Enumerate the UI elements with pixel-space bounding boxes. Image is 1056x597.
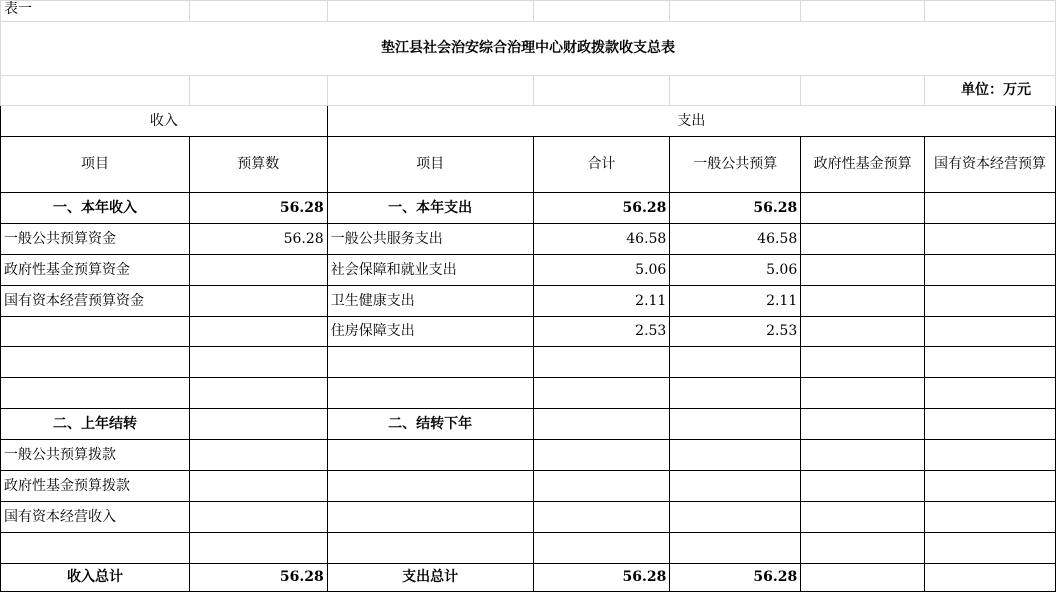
expense-item-cell: 一般公共服务支出 xyxy=(327,223,533,254)
expense-item-cell xyxy=(327,440,533,471)
income-item-cell: 二、上年结转 xyxy=(1,409,190,440)
expense-capital-cell xyxy=(925,223,1056,254)
expense-total-cell: 56.28 xyxy=(533,563,670,591)
income-amount-cell: 56.28 xyxy=(189,223,327,254)
expense-fund-cell xyxy=(801,378,925,409)
table-row xyxy=(1,254,1056,285)
expense-total-cell: 46.58 xyxy=(533,223,670,254)
expense-item-cell: 二、结转下年 xyxy=(327,409,533,440)
expense-item-cell xyxy=(327,378,533,409)
expense-item-cell: 支出总计 xyxy=(327,563,533,591)
income-item-cell: 国有资本经营收入 xyxy=(1,501,190,532)
expense-capital-cell xyxy=(925,532,1056,563)
expense-total-cell xyxy=(533,532,670,563)
income-item-cell: 政府性基金预算拨款 xyxy=(1,471,190,502)
expense-fund-cell xyxy=(801,501,925,532)
table-row xyxy=(1,316,1056,347)
income-item-cell xyxy=(1,316,190,347)
page-title: 垫江县社会治安综合治理中心财政拨款收支总表 xyxy=(1,22,1056,76)
income-amount-cell xyxy=(189,471,327,502)
expense-capital-cell xyxy=(925,316,1056,347)
income-item-cell xyxy=(1,378,190,409)
expense-fund-cell xyxy=(801,471,925,502)
expense-capital-cell xyxy=(925,378,1056,409)
expense-general-cell: 56.28 xyxy=(670,193,801,224)
income-amount-cell xyxy=(189,409,327,440)
expense-capital-cell xyxy=(925,254,1056,285)
income-amount-cell xyxy=(189,347,327,378)
income-item-cell xyxy=(1,532,190,563)
expense-total-cell xyxy=(533,471,670,502)
unit-label: 单位：万元 xyxy=(925,76,1056,106)
expense-total-cell xyxy=(533,501,670,532)
expense-total-cell xyxy=(533,378,670,409)
expense-item-cell xyxy=(327,501,533,532)
table-row xyxy=(1,193,1056,224)
expense-item-cell: 社会保障和就业支出 xyxy=(327,254,533,285)
table-row xyxy=(1,347,1056,378)
income-item-cell: 国有资本经营预算资金 xyxy=(1,285,190,316)
expense-capital-cell xyxy=(925,440,1056,471)
table-row xyxy=(1,223,1056,254)
expense-fund-cell xyxy=(801,193,925,224)
expense-item-cell xyxy=(327,347,533,378)
expense-fund-cell xyxy=(801,409,925,440)
table-row xyxy=(1,471,1056,502)
expense-total-cell xyxy=(533,347,670,378)
expense-capital-cell xyxy=(925,563,1056,591)
expense-total-cell xyxy=(533,409,670,440)
expense-item-cell xyxy=(327,471,533,502)
table-row xyxy=(1,378,1056,409)
income-item-cell: 政府性基金预算资金 xyxy=(1,254,190,285)
income-amount-cell xyxy=(189,378,327,409)
expense-general-cell xyxy=(670,532,801,563)
income-item-header: 项目 xyxy=(1,137,190,193)
expense-total-cell: 2.53 xyxy=(533,316,670,347)
income-amount-cell xyxy=(189,501,327,532)
expense-general-cell: 2.53 xyxy=(670,316,801,347)
income-budget-header: 预算数 xyxy=(189,137,327,193)
income-item-cell: 一般公共预算资金 xyxy=(1,223,190,254)
expense-item-cell: 住房保障支出 xyxy=(327,316,533,347)
expense-total-cell: 5.06 xyxy=(533,254,670,285)
expense-capital-cell xyxy=(925,501,1056,532)
expense-total-cell: 2.11 xyxy=(533,285,670,316)
expense-fund-cell xyxy=(801,440,925,471)
income-item-cell xyxy=(1,347,190,378)
expense-general-cell xyxy=(670,501,801,532)
expense-item-cell: 卫生健康支出 xyxy=(327,285,533,316)
expense-general-cell: 46.58 xyxy=(670,223,801,254)
expense-general-cell xyxy=(670,347,801,378)
expense-general-cell xyxy=(670,409,801,440)
expense-capital-cell xyxy=(925,471,1056,502)
income-amount-cell xyxy=(189,316,327,347)
expense-total-cell xyxy=(533,440,670,471)
expense-fund-cell xyxy=(801,563,925,591)
expense-item-cell xyxy=(327,532,533,563)
table-row xyxy=(1,409,1056,440)
table-row xyxy=(1,563,1056,591)
expense-general-cell xyxy=(670,378,801,409)
expense-capital-cell xyxy=(925,347,1056,378)
income-item-cell: 一般公共预算拨款 xyxy=(1,440,190,471)
expense-general-cell: 5.06 xyxy=(670,254,801,285)
expense-fund-cell xyxy=(801,316,925,347)
expense-fund-cell xyxy=(801,254,925,285)
income-item-cell: 收入总计 xyxy=(1,563,190,591)
table-row xyxy=(1,532,1056,563)
income-item-cell: 一、本年收入 xyxy=(1,193,190,224)
expense-general-cell: 56.28 xyxy=(670,563,801,591)
expense-item-header: 项目 xyxy=(327,137,533,193)
income-amount-cell: 56.28 xyxy=(189,563,327,591)
expense-capital-cell xyxy=(925,193,1056,224)
expense-general-cell: 2.11 xyxy=(670,285,801,316)
state-capital-header: 国有资本经营预算 xyxy=(925,137,1056,193)
income-amount-cell xyxy=(189,532,327,563)
expense-fund-cell xyxy=(801,285,925,316)
table-row xyxy=(1,285,1056,316)
expense-capital-cell xyxy=(925,285,1056,316)
income-amount-cell xyxy=(189,254,327,285)
expense-general-cell xyxy=(670,440,801,471)
income-header: 收入 xyxy=(1,106,328,137)
table-label: 表一 xyxy=(1,1,190,22)
table-row xyxy=(1,501,1056,532)
expense-total-cell: 56.28 xyxy=(533,193,670,224)
expense-total-header: 合计 xyxy=(533,137,670,193)
expense-fund-cell xyxy=(801,223,925,254)
table-row xyxy=(1,440,1056,471)
income-amount-cell: 56.28 xyxy=(189,193,327,224)
general-budget-header: 一般公共预算 xyxy=(670,137,801,193)
expense-capital-cell xyxy=(925,409,1056,440)
expense-item-cell: 一、本年支出 xyxy=(327,193,533,224)
income-amount-cell xyxy=(189,440,327,471)
expense-general-cell xyxy=(670,471,801,502)
expense-fund-cell xyxy=(801,532,925,563)
income-amount-cell xyxy=(189,285,327,316)
expense-fund-cell xyxy=(801,347,925,378)
gov-fund-header: 政府性基金预算 xyxy=(801,137,925,193)
expense-header: 支出 xyxy=(327,106,1055,137)
